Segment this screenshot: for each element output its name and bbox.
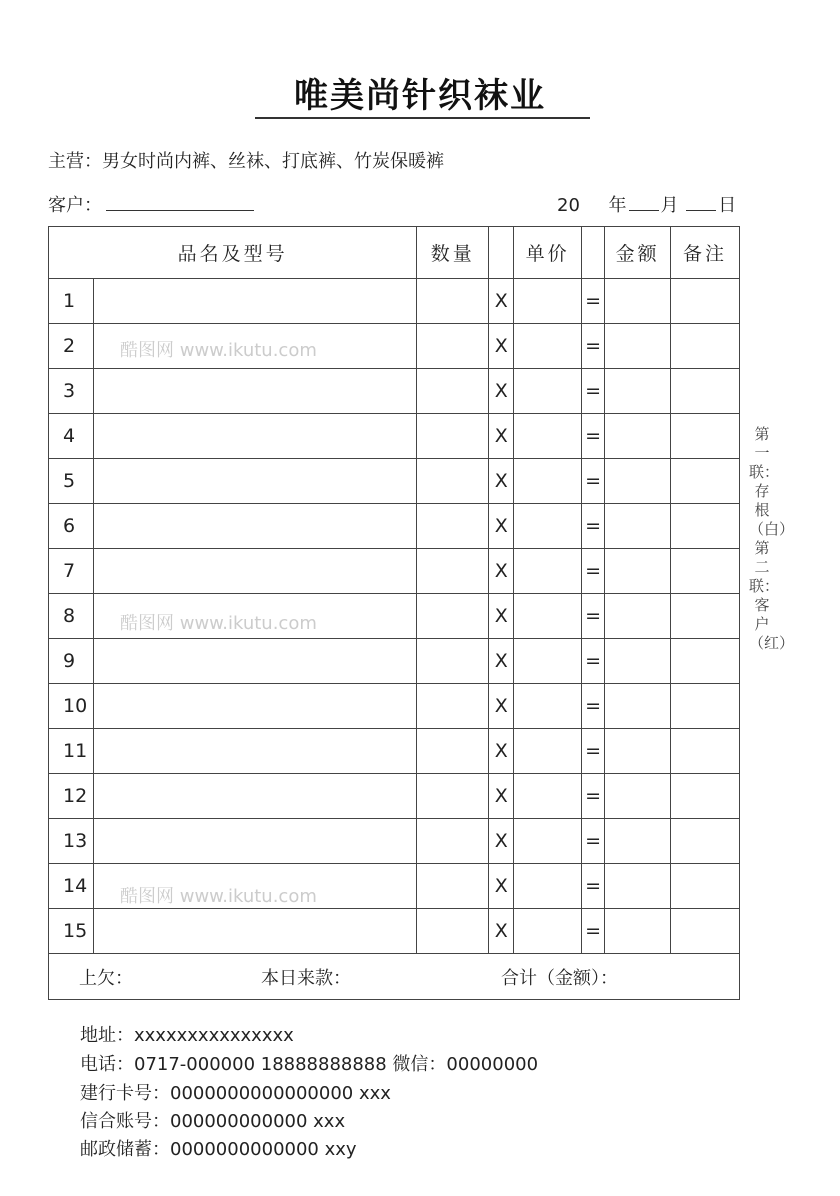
amount-cell[interactable] [605,594,671,639]
multiply-sign: X [489,774,514,819]
unit-price-cell[interactable] [514,459,582,504]
amount-cell[interactable] [605,729,671,774]
copy-note: 第一联：存根（白） 第二联：客户（红） [749,425,795,652]
quantity-cell[interactable] [417,729,489,774]
main-business: 主营：男女时尚内裤、丝袜、打底裤、竹炭保暖裤 [48,151,444,172]
phone: 电话：0717-000000 18888888888 微信：00000000 [80,1054,539,1075]
table-row [49,369,740,414]
multiply-sign: X [489,414,514,459]
multiply-sign: X [489,324,514,369]
year-prefix: 20 [557,195,580,216]
quantity-cell[interactable] [417,414,489,459]
equals-sign: = [582,729,605,774]
row-number: 11 [49,729,94,774]
amount-cell[interactable] [605,324,671,369]
table-header [49,227,740,279]
unit-price-cell[interactable] [514,909,582,954]
multiply-sign: X [489,909,514,954]
header-amount: 金额 [605,227,671,279]
table-row [49,819,740,864]
row-number: 8 [49,594,94,639]
unit-price-cell[interactable] [514,729,582,774]
equals-sign: = [582,639,605,684]
table-row [49,414,740,459]
equals-sign: = [582,909,605,954]
product-cell[interactable] [93,774,416,819]
row-number: 15 [49,909,94,954]
quantity-cell[interactable] [417,369,489,414]
multiply-sign: X [489,639,514,684]
unit-price-cell[interactable] [514,594,582,639]
equals-sign: = [582,369,605,414]
equals-sign: = [582,819,605,864]
row-number: 2 [49,324,94,369]
table-row [49,549,740,594]
row-number: 10 [49,684,94,729]
quantity-cell[interactable] [417,864,489,909]
product-cell[interactable] [93,279,416,324]
unit-price-cell[interactable] [514,864,582,909]
remarks-cell[interactable] [671,774,740,819]
row-number: 1 [49,279,94,324]
product-cell[interactable] [93,729,416,774]
unit-price-cell[interactable] [514,414,582,459]
remarks-cell[interactable] [671,414,740,459]
equals-sign: = [582,279,605,324]
remarks-cell[interactable] [671,324,740,369]
unit-price-cell[interactable] [514,279,582,324]
header-remarks: 备注 [671,227,740,279]
amount-cell[interactable] [605,684,671,729]
equals-sign: = [582,324,605,369]
multiply-sign: X [489,279,514,324]
multiply-sign: X [489,549,514,594]
equals-sign: = [582,594,605,639]
row-number: 9 [49,639,94,684]
unit-price-cell[interactable] [514,324,582,369]
today-payment-label: 本日来款： [261,967,351,989]
remarks-cell[interactable] [671,504,740,549]
title-underline [255,117,590,119]
amount-cell[interactable] [605,414,671,459]
watermark: 酷图网 www.ikutu.com [120,886,317,907]
remarks-cell[interactable] [671,549,740,594]
unit-price-cell[interactable] [514,369,582,414]
header-unit-price: 单价 [514,227,582,279]
amount-cell[interactable] [605,369,671,414]
product-cell[interactable] [93,684,416,729]
quantity-cell[interactable] [417,504,489,549]
product-cell[interactable] [93,909,416,954]
row-number: 6 [49,504,94,549]
row-number: 14 [49,864,94,909]
unit-price-cell[interactable] [514,639,582,684]
customer-field [48,191,254,217]
product-cell[interactable] [93,459,416,504]
equals-sign: = [582,774,605,819]
table-footer [49,954,740,1000]
row-number: 5 [49,459,94,504]
amount-cell[interactable] [605,549,671,594]
table-row [49,504,740,549]
multiply-sign: X [489,504,514,549]
remarks-cell[interactable] [671,594,740,639]
unit-price-cell[interactable] [514,774,582,819]
row-number: 7 [49,549,94,594]
multiply-sign: X [489,684,514,729]
amount-cell[interactable] [605,864,671,909]
product-cell[interactable] [93,549,416,594]
quantity-cell[interactable] [417,909,489,954]
total-label: 合计（金额）： [501,967,618,989]
watermark: 酷图网 www.ikutu.com [120,340,317,361]
remarks-cell[interactable] [671,864,740,909]
remarks-cell[interactable] [671,639,740,684]
product-cell[interactable] [93,369,416,414]
remarks-cell[interactable] [671,279,740,324]
remarks-cell[interactable] [671,369,740,414]
product-cell[interactable] [93,639,416,684]
equals-sign: = [582,504,605,549]
multiply-sign: X [489,819,514,864]
header-product: 品名及型号 [49,227,417,279]
row-number: 3 [49,369,94,414]
amount-cell[interactable] [605,504,671,549]
quantity-cell[interactable] [417,819,489,864]
row-number: 4 [49,414,94,459]
quantity-cell[interactable] [417,459,489,504]
amount-cell[interactable] [605,909,671,954]
amount-cell[interactable] [605,279,671,324]
multiply-sign: X [489,369,514,414]
date-field [557,191,736,217]
quantity-cell[interactable] [417,324,489,369]
form-title: 唯美尚针织袜业 [294,76,546,116]
address: 地址：xxxxxxxxxxxxxxx [80,1025,294,1046]
multiply-sign: X [489,459,514,504]
customer-label: 客户： [48,195,102,216]
unit-price-cell[interactable] [514,819,582,864]
amount-cell[interactable] [605,774,671,819]
row-number: 12 [49,774,94,819]
remarks-cell[interactable] [671,819,740,864]
multiply-sign: X [489,864,514,909]
amount-cell[interactable] [605,819,671,864]
year-label: 年 [608,195,627,216]
remarks-cell[interactable] [671,729,740,774]
unit-price-cell[interactable] [514,684,582,729]
equals-sign: = [582,459,605,504]
table-row [49,639,740,684]
quantity-cell[interactable] [417,639,489,684]
remarks-cell[interactable] [671,684,740,729]
table-row [49,459,740,504]
header-quantity: 数量 [417,227,489,279]
equals-sign: = [582,414,605,459]
day-label: 日 [718,195,737,216]
amount-cell[interactable] [605,639,671,684]
remarks-cell[interactable] [671,909,740,954]
unit-price-cell[interactable] [514,549,582,594]
multiply-sign: X [489,729,514,774]
table-row [49,729,740,774]
product-cell[interactable] [93,414,416,459]
quantity-cell[interactable] [417,684,489,729]
multiply-sign: X [489,594,514,639]
table-row [49,684,740,729]
watermark: 酷图网 www.ikutu.com [120,613,317,634]
equals-sign: = [582,549,605,594]
prev-owed-label: 上欠： [79,967,133,989]
quantity-cell[interactable] [417,594,489,639]
equals-sign: = [582,864,605,909]
product-cell[interactable] [93,504,416,549]
quantity-cell[interactable] [417,549,489,594]
month-label: 月 [660,195,679,216]
quantity-cell[interactable] [417,774,489,819]
equals-sign: = [582,684,605,729]
rcc-account: 信合账号：000000000000 xxx [80,1111,346,1132]
table-row [49,279,740,324]
product-cell[interactable] [93,819,416,864]
quantity-cell[interactable] [417,279,489,324]
table-row [49,909,740,954]
ccb-card: 建行卡号：0000000000000000 xxx [80,1083,391,1104]
amount-cell[interactable] [605,459,671,504]
unit-price-cell[interactable] [514,504,582,549]
customer-blank [106,196,254,211]
postal-account: 邮政储蓄：0000000000000 xxy [80,1139,357,1160]
remarks-cell[interactable] [671,459,740,504]
table-row [49,774,740,819]
row-number: 13 [49,819,94,864]
